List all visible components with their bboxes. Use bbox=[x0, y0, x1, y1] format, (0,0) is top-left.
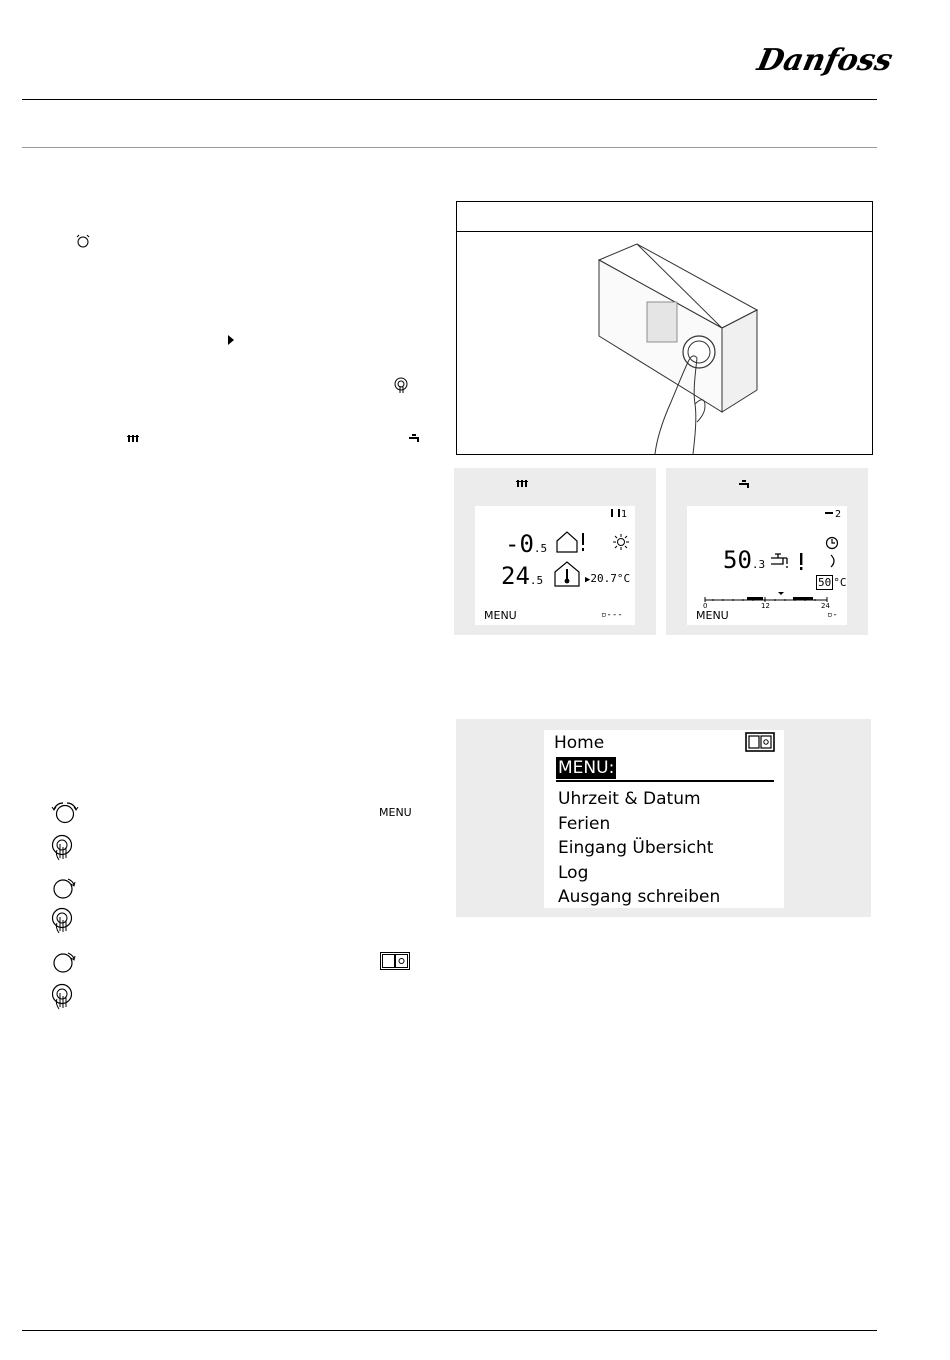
heating-circuit-badge bbox=[611, 509, 627, 520]
dhw-status: ▫- bbox=[827, 610, 838, 620]
dial-icon bbox=[74, 233, 92, 249]
device-illustration-panel bbox=[456, 201, 873, 455]
overview-icon bbox=[745, 732, 775, 752]
tap-icon bbox=[738, 479, 752, 489]
dhw-menu-label: MENU bbox=[696, 609, 729, 622]
outdoor-temp: -0.5 bbox=[505, 530, 548, 558]
menu-item-ausgang-schreiben[interactable]: Ausgang schreiben bbox=[558, 887, 721, 907]
outdoor-temp-value: -0 bbox=[505, 530, 534, 558]
heating-status: ▫--- bbox=[601, 610, 623, 620]
timeline-tick-12: 12 bbox=[761, 602, 770, 610]
controller-drawing bbox=[457, 232, 872, 454]
dhw-temp-value: 50 bbox=[723, 546, 752, 574]
house-icon bbox=[555, 530, 591, 554]
header-rule bbox=[22, 99, 877, 100]
home-label: Home bbox=[554, 733, 605, 753]
turn-right-icon bbox=[51, 950, 77, 974]
dhw-temp: 50.3 bbox=[723, 546, 766, 574]
tap-icon bbox=[825, 512, 833, 517]
dhw-temp-decimal: 3 bbox=[758, 558, 766, 571]
heating-setpoint-value: 20.7°C bbox=[590, 572, 631, 585]
footer-rule bbox=[22, 1330, 877, 1331]
menu-display bbox=[544, 730, 784, 908]
radiator-icon bbox=[516, 478, 528, 488]
menu-heading: MENU: bbox=[558, 758, 615, 778]
dhw-setpoint-unit: °C bbox=[833, 576, 847, 589]
push-button-icon bbox=[51, 834, 75, 864]
heating-circuit-index: 1 bbox=[621, 509, 628, 520]
tap-icon bbox=[408, 433, 422, 443]
tap-warning-icon bbox=[769, 550, 807, 572]
outdoor-temp-decimal: 5 bbox=[540, 542, 548, 555]
house-thermometer-icon bbox=[553, 560, 581, 588]
clock-icon bbox=[825, 536, 839, 550]
menu-item-uhrzeit-datum[interactable]: Uhrzeit & Datum bbox=[558, 789, 701, 809]
menu-item-eingang-uebersicht[interactable]: Eingang Übersicht bbox=[558, 838, 714, 858]
menu-item-log[interactable]: Log bbox=[558, 863, 589, 883]
dhw-setpoint bbox=[816, 576, 847, 589]
menu-item-ferien[interactable]: Ferien bbox=[558, 814, 611, 834]
heating-menu-label: MENU bbox=[484, 609, 517, 622]
header-subrule bbox=[22, 147, 877, 148]
heating-screen-panel bbox=[454, 468, 656, 635]
timeline-tick-0: 0 bbox=[703, 602, 708, 610]
flow-temp: 24.5 bbox=[501, 562, 544, 590]
sun-icon bbox=[613, 534, 629, 550]
menu-screen-panel bbox=[456, 719, 871, 917]
dhw-screen-panel bbox=[666, 468, 868, 635]
dhw-display bbox=[687, 506, 847, 625]
dhw-circuit-index: 2 bbox=[835, 509, 842, 520]
heating-setpoint: ▶20.7°C bbox=[585, 572, 631, 585]
turn-right-icon bbox=[51, 876, 77, 900]
dhw-circuit-badge bbox=[825, 509, 841, 520]
logo-wordmark: Danfoss bbox=[754, 43, 896, 78]
danfoss-logo bbox=[754, 32, 896, 82]
menu-label: MENU bbox=[379, 806, 412, 819]
push-button-icon bbox=[51, 907, 75, 937]
radiator-icon bbox=[611, 509, 620, 517]
heating-display bbox=[475, 506, 635, 625]
radiator-icon bbox=[127, 433, 139, 443]
arrow-right-icon bbox=[227, 334, 235, 346]
overview-icon bbox=[380, 952, 410, 970]
menu-heading-rule bbox=[556, 780, 774, 782]
night-mode-icon bbox=[829, 554, 839, 568]
flow-temp-decimal: 5 bbox=[536, 574, 544, 587]
timeline-tick-24: 24 bbox=[821, 602, 830, 610]
flow-temp-value: 24 bbox=[501, 562, 530, 590]
dhw-setpoint-value: 50 bbox=[818, 576, 832, 589]
dial-both-directions-icon bbox=[49, 801, 81, 825]
push-button-icon bbox=[51, 983, 75, 1013]
push-button-icon bbox=[393, 377, 409, 395]
